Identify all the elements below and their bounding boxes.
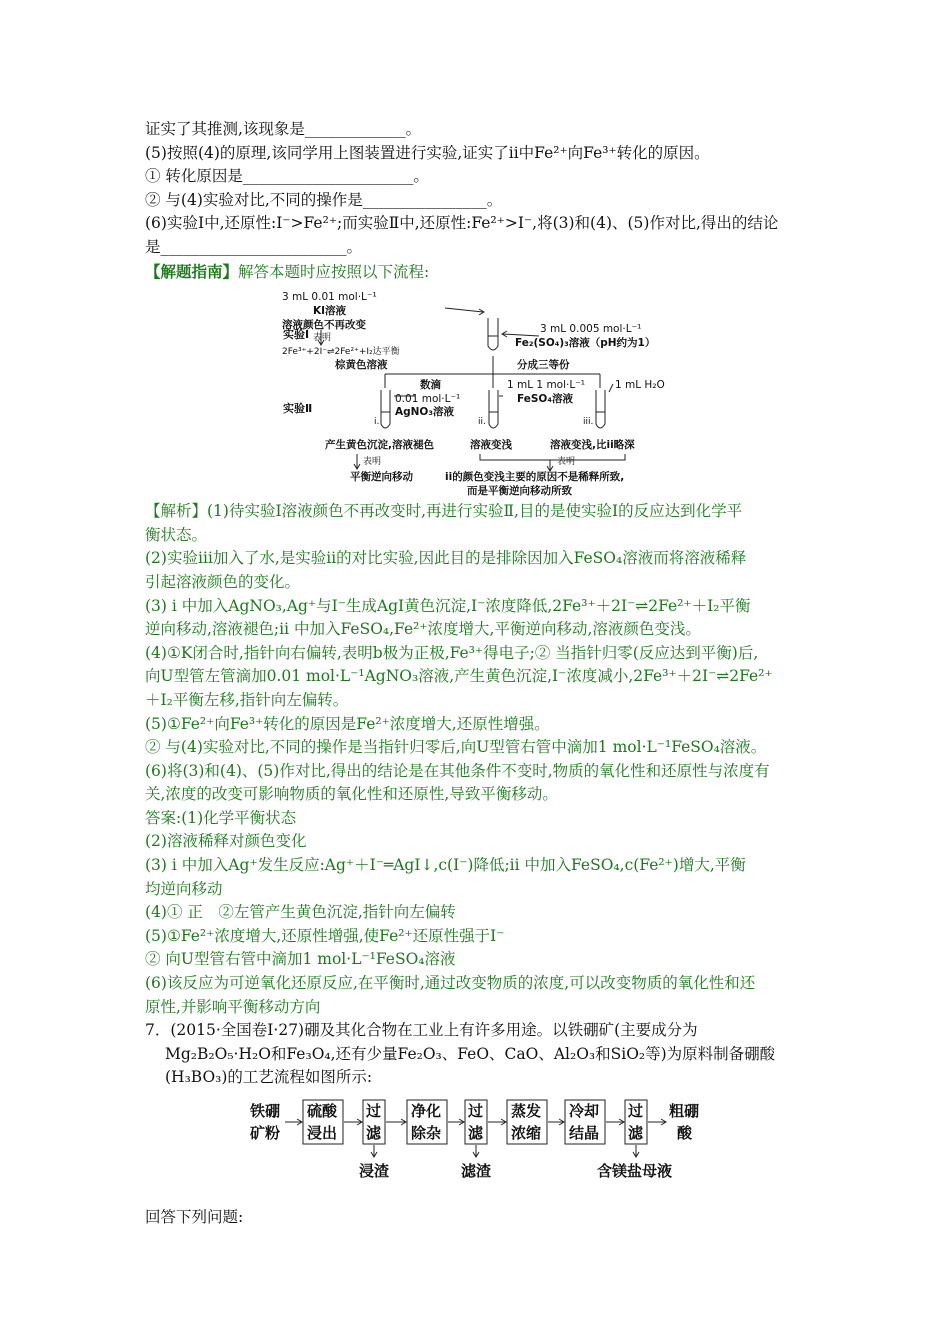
- shows-i-label: 表明: [363, 457, 382, 468]
- flow-box6-2: 结晶: [569, 1124, 600, 1142]
- fe2so4-amount: 3 mL 0.005 mol·L⁻¹: [540, 323, 642, 336]
- water-label: 1 mL H₂O: [615, 379, 665, 392]
- tube-i-label: i.: [374, 417, 380, 428]
- flow-start-1: 铁硼: [250, 1102, 281, 1120]
- flow-arrow: [648, 1119, 666, 1125]
- text-line: ① 转化原因是______________________。: [145, 167, 429, 186]
- analysis-line: (5)①Fe²⁺向Fe³⁺转化的原因是Fe²⁺浓度增大,还原性增强。: [145, 714, 550, 733]
- tube-iii-label: iii.: [583, 417, 594, 428]
- flow-arrow: [448, 1119, 464, 1125]
- answer-line: (2)溶液稀释对颜色变化: [145, 832, 307, 851]
- analysis-line: (2)实验ⅲ加入了水,是实验ⅱ的对比实验,因此目的是排除因加入FeSO₄溶液而将溶液稀释: [145, 549, 747, 568]
- answer-line: (6)该反应为可逆氧化还原反应,在平衡时,通过改变物质的浓度,可以改变物质的氧化性和还: [145, 974, 756, 993]
- analysis-line: (4)①K闭合时,指针向右偏转,表明b极为正极,Fe³⁺得电子;② 当指针归零(反应达到平衡)后,: [145, 643, 759, 662]
- analysis-line: ② 与(4)实验对比,不同的操作是当指针归零后,向U型管右管中滴加1 mol·L⁻¹FeSO₄溶液。: [145, 738, 767, 757]
- agno3-amount: 0.01 mol·L⁻¹: [395, 393, 461, 406]
- answer-line: 均逆向移动: [145, 879, 223, 898]
- conclusion-ii-line2: 而是平衡逆向移动所致: [467, 485, 572, 498]
- analysis-line: 向U型管左管滴加0.01 mol·L⁻¹AgNO₃溶液,产生黄色沉淀,I⁻浓度减小,2Fe³⁺＋2I⁻⇌2Fe²⁺: [145, 667, 773, 686]
- color-stop-label: 溶液颜色不再改变: [282, 319, 366, 332]
- analysis-line: 引起溶液颜色的变化。: [145, 572, 301, 591]
- tube-iii: [596, 390, 605, 428]
- flow-box7-2: 滤: [628, 1124, 644, 1142]
- feso4-amount: 1 mL 1 mol·L⁻¹: [507, 379, 585, 392]
- analysis-line: 衡状态。: [145, 525, 208, 544]
- answer-line: (5)①Fe²⁺浓度增大,还原性增强,使Fe²⁺还原性强于I⁻: [145, 926, 505, 945]
- feso4-name: FeSO₄溶液: [517, 393, 573, 406]
- flow-box5-2: 浓缩: [511, 1124, 542, 1142]
- text-line: 证实了其推测,该现象是_____________。: [145, 120, 422, 138]
- text-line: 是________________________。: [145, 237, 363, 256]
- flow-arrow: [488, 1119, 506, 1125]
- answer-line: 原性,并影响平衡移动方向: [145, 997, 321, 1016]
- flow-box2-2: 滤: [366, 1124, 382, 1142]
- flow-out-3: 含镁盐母液: [597, 1162, 673, 1180]
- flow-box4-1: 过: [468, 1102, 484, 1120]
- ki-name: KI溶液: [313, 305, 347, 318]
- water-arrow: [609, 384, 613, 392]
- result-iii: 溶液变浅,比ii略深: [550, 439, 635, 452]
- analysis-line: ＋I₂平衡左移,指针向左偏转。: [145, 690, 349, 709]
- process-flow-svg: [145, 1094, 810, 1206]
- flow-box5-1: 蒸发: [511, 1102, 542, 1120]
- tube-ii-label: ii.: [478, 417, 486, 428]
- text-line: (6)实验Ⅰ中,还原性:I⁻>Fe²⁺;而实验Ⅱ中,还原性:Fe²⁺>I⁻,将(3)和(4)、(5)作对比,得出的结论: [145, 214, 779, 233]
- flow-arrow: [285, 1119, 302, 1125]
- result-ii: 溶液变浅: [470, 439, 512, 452]
- main-test-tube: [488, 318, 498, 350]
- split-three-label: 分成三等份: [517, 359, 570, 372]
- brown-yellow-label: 棕黄色溶液: [335, 359, 388, 372]
- process-flow-diagram: [145, 1094, 810, 1206]
- flow-end-2: 酸: [677, 1124, 693, 1142]
- answer-line: (4)① 正 ②左管产生黄色沉淀,指针向左偏转: [145, 903, 456, 922]
- flow-box4-2: 滤: [468, 1124, 484, 1142]
- answer-line: (3) ⅰ 中加入Ag⁺发生反应:Ag⁺＋I⁻═AgI↓,c(I⁻)降低;ⅱ 中加入FeSO₄,c(Fe²⁺)增大,平衡: [145, 856, 746, 875]
- flow-out-1: 浸渣: [359, 1162, 390, 1180]
- guide-text: 解答本题时应按照以下流程:: [238, 262, 430, 281]
- ki-amount: 3 mL 0.01 mol·L⁻¹: [282, 291, 377, 304]
- agno3-name: AgNO₃溶液: [395, 406, 454, 419]
- shows-iii-label: 表明: [557, 457, 576, 468]
- answer-line: ② 向U型管右管中滴加1 mol·L⁻¹FeSO₄溶液: [145, 950, 456, 969]
- analysis-line: 关,浓度的改变可影响物质的氧化性和还原性,导致平衡移动。: [145, 785, 558, 804]
- experiment-diagram: [145, 284, 810, 500]
- flow-down-arrow: [633, 1145, 639, 1157]
- flow-box3-1: 净化: [411, 1102, 442, 1120]
- conclusion-i: 平衡逆向移动: [350, 471, 413, 484]
- flow-down-arrow: [371, 1145, 377, 1157]
- question-7-line: (H₃BO₃)的工艺流程如图所示:: [165, 1068, 373, 1087]
- shows-label: 表明: [313, 333, 332, 344]
- document-page: [145, 118, 810, 1230]
- fe2so4-arrow: [503, 334, 539, 336]
- equilibrium-label: 2Fe³⁺+2I⁻⇌2Fe²⁺+I₂达平衡: [282, 347, 400, 358]
- flow-end-1: 粗硼: [669, 1102, 700, 1120]
- analysis-line: (3) ⅰ 中加入AgNO₃,Ag⁺与I⁻生成AgI黄色沉淀,I⁻浓度降低,2Fe³⁺＋2I⁻⇌2Fe²⁺＋I₂平衡: [145, 596, 751, 615]
- tube-i: [381, 390, 390, 428]
- flow-out-2: 滤渣: [461, 1162, 492, 1180]
- flow-arrow: [386, 1119, 406, 1125]
- answer-line: 答案:(1)化学平衡状态: [145, 808, 297, 827]
- analysis-line: 逆向移动,溶液褪色;ⅱ 中加入FeSO₄,Fe²⁺浓度增大,平衡逆向移动,溶液颜色变浅。: [145, 620, 701, 639]
- exp1-label: 实验Ⅰ: [283, 328, 310, 342]
- flow-box1-1: 硫酸: [307, 1102, 338, 1120]
- flow-box7-1: 过: [628, 1102, 644, 1120]
- question-7-line: Mg₂B₂O₅·H₂O和Fe₃O₄,还有少量Fe₂O₃、FeO、CaO、Al₂O₃和SiO₂等)为原料制备硼酸: [165, 1044, 776, 1063]
- guide-tag: 【解题指南】: [145, 261, 239, 281]
- flow-arrow: [548, 1119, 564, 1125]
- flow-arrow: [344, 1119, 362, 1125]
- analysis-line: (6)将(3)和(4)、(5)作对比,得出的结论是在其他条件不变时,物质的氧化性和还原性与浓度有: [145, 761, 770, 780]
- flow-down-arrow: [473, 1145, 479, 1157]
- closing-line: 回答下列问题:: [145, 1208, 244, 1226]
- tube-ii: [489, 390, 498, 428]
- flow-box6-1: 冷却: [569, 1102, 600, 1120]
- analysis-line: 【解析】(1)待实验Ⅰ溶液颜色不再改变时,再进行实验Ⅱ,目的是使实验Ⅰ的反应达到化学平: [145, 502, 743, 521]
- text-line: ② 与(4)实验对比,不同的操作是________________。: [145, 190, 503, 209]
- flow-arrow: [606, 1119, 624, 1125]
- guide-line: [145, 260, 810, 285]
- ki-arrow: [445, 308, 483, 312]
- agno3-drops: 数滴: [420, 379, 441, 392]
- fe2so4-name: Fe₂(SO₄)₃溶液（pH约为1）: [515, 337, 656, 350]
- question-7-line: 7．(2015·全国卷Ⅰ·27)硼及其化合物在工业上有许多用途。以铁硼矿(主要成分为: [145, 1021, 698, 1040]
- experiment-diagram-svg: [145, 284, 810, 500]
- text-line: (5)按照(4)的原理,该同学用上图装置进行实验,证实了ⅱ中Fe²⁺向Fe³⁺转化的原因。: [145, 143, 710, 162]
- conclusion-ii-line1: ii的颜色变浅主要的原因不是稀释所致,: [445, 471, 625, 484]
- flow-start-2: 矿粉: [250, 1124, 281, 1142]
- exp2-label: 实验Ⅱ: [283, 402, 313, 416]
- flow-box3-2: 除杂: [411, 1124, 442, 1142]
- result-bracket: [480, 454, 625, 460]
- flow-box1-2: 浸出: [307, 1124, 338, 1142]
- flow-box2-1: 过: [366, 1102, 382, 1120]
- result-i: 产生黄色沉淀,溶液褪色: [325, 439, 434, 452]
